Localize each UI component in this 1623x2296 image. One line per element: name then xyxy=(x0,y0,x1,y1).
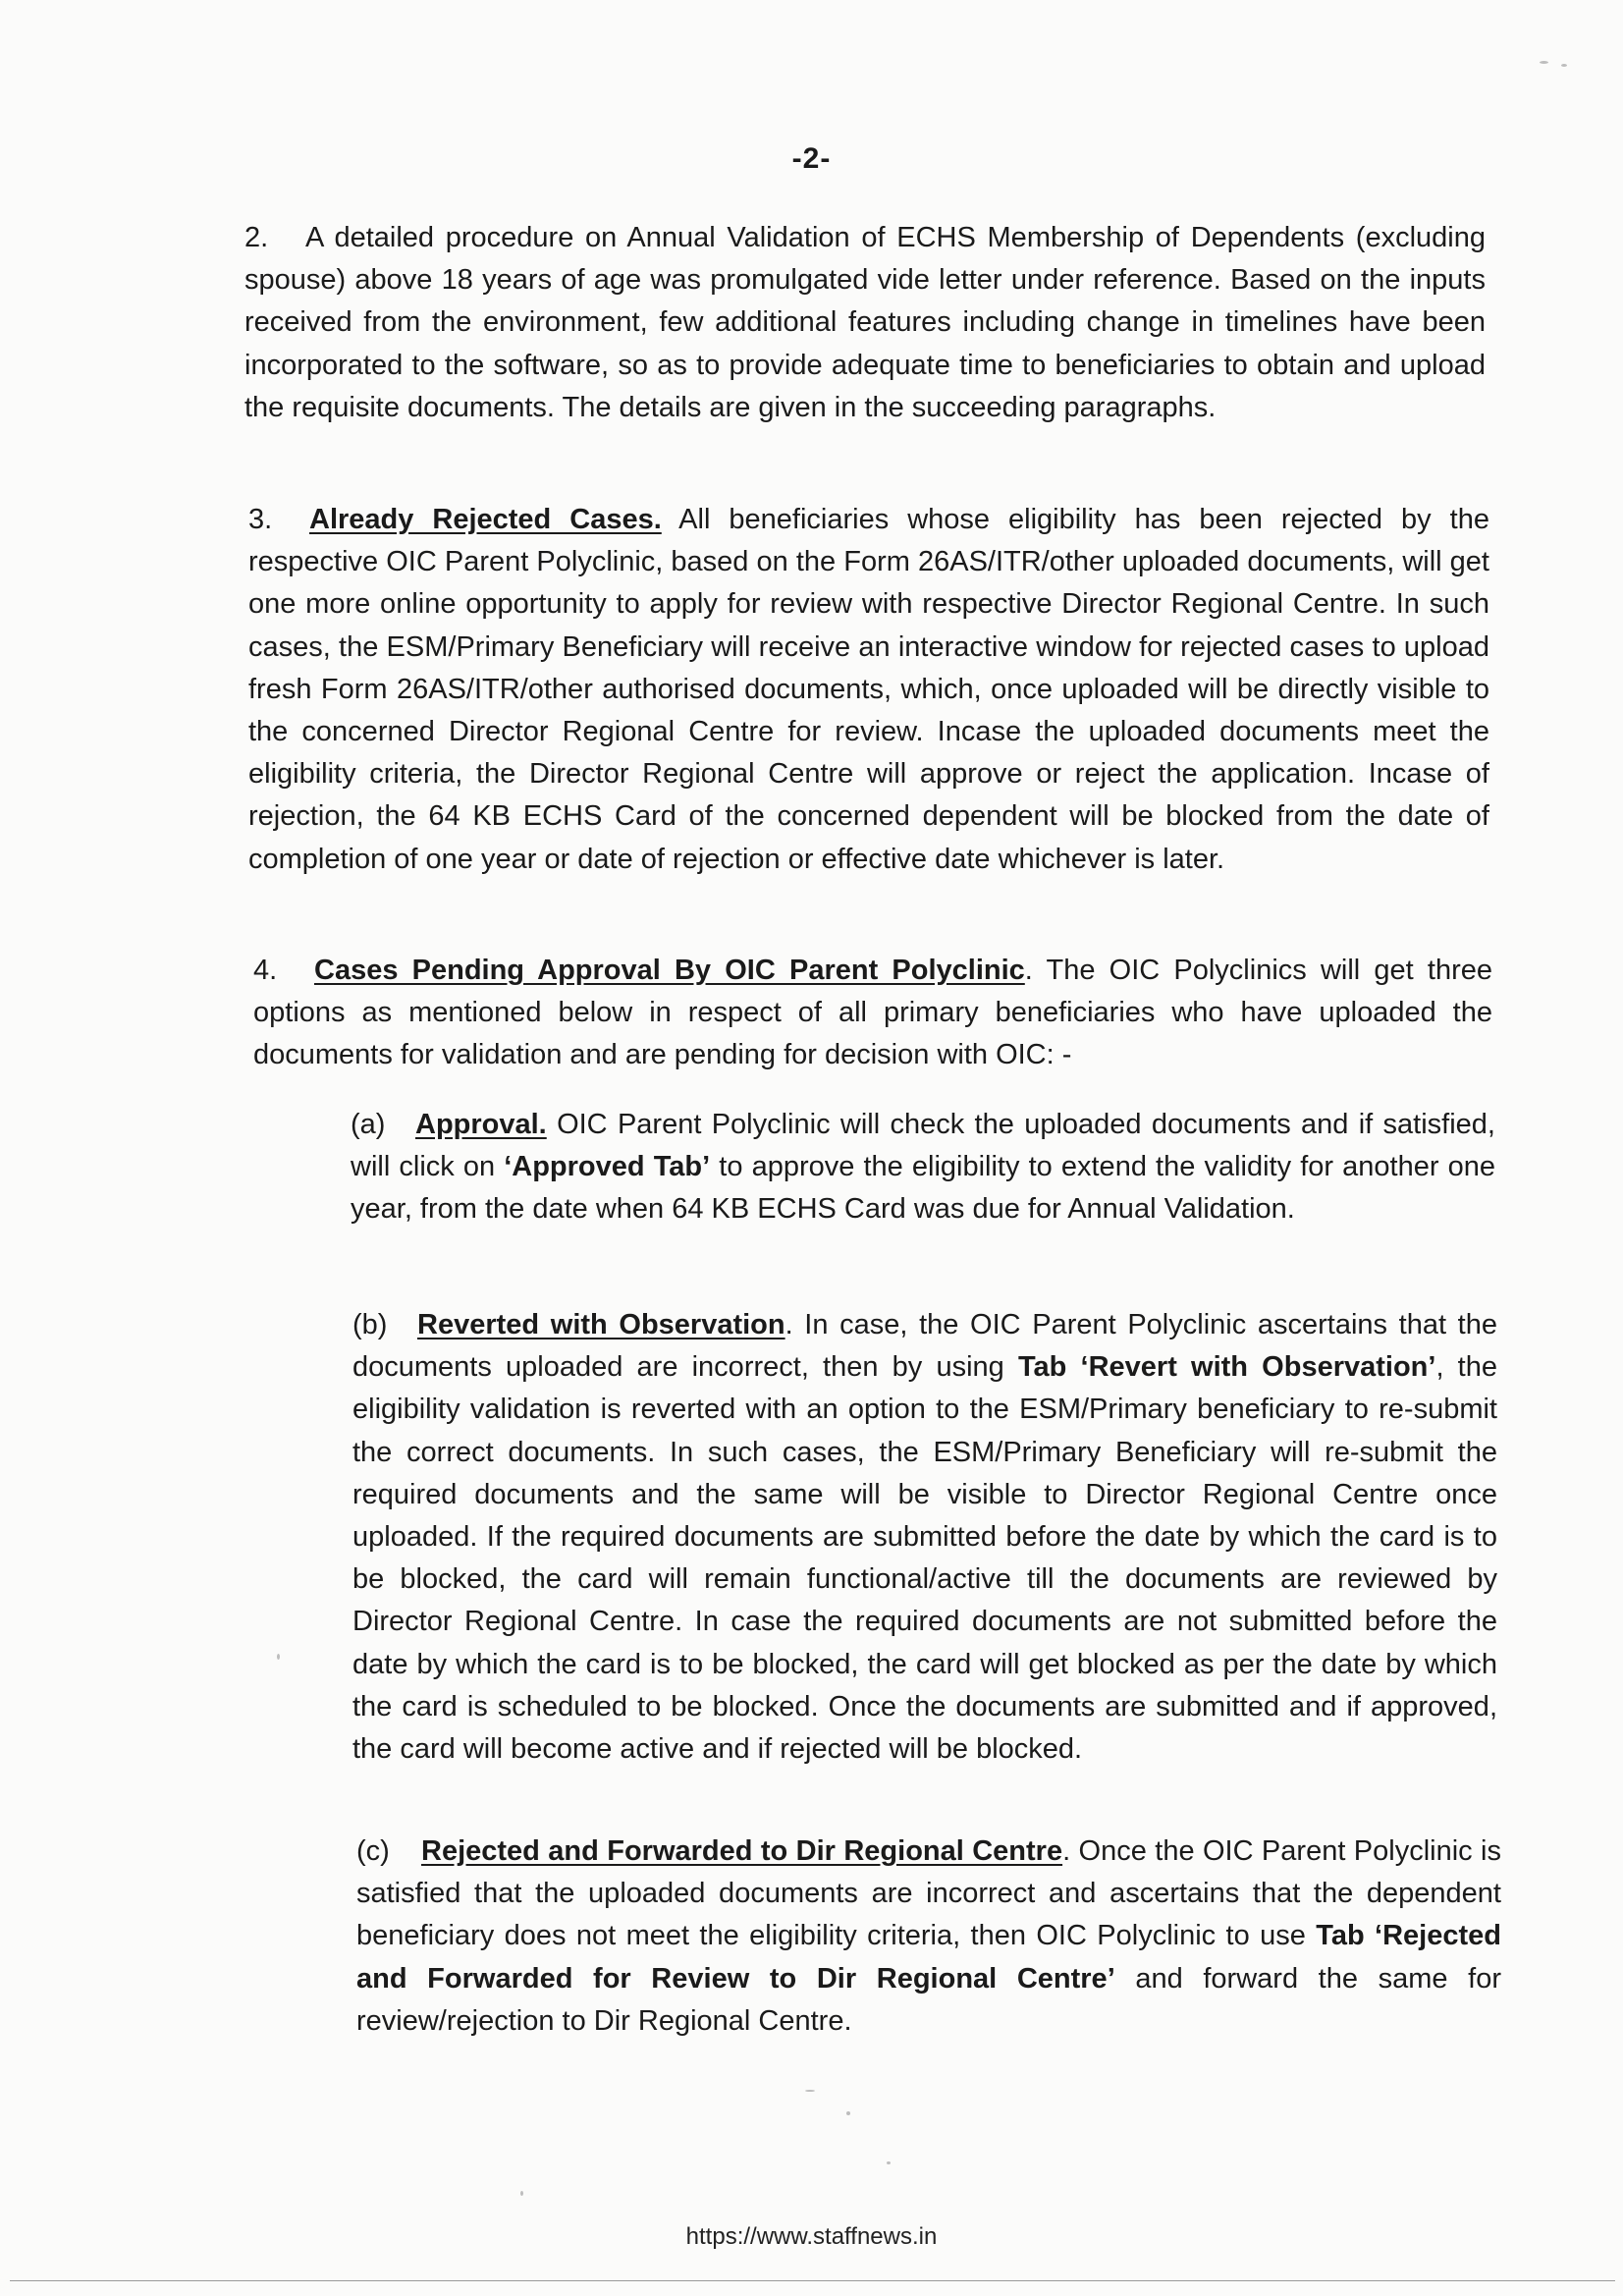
sub-paragraph-text: OIC Parent Polyclinic will check the uploaded documents and if satisfied, will click on xyxy=(351,1109,1495,1183)
sub-paragraph-number: (a) xyxy=(351,1109,386,1140)
sub-paragraph-b xyxy=(352,1304,1497,1771)
sub-paragraph-text: and forward the same for review/rejection to Dir Regional Centre. xyxy=(356,1962,1501,2037)
paragraph-number: 4. xyxy=(253,955,278,986)
paragraph-4 xyxy=(253,950,1492,1077)
paragraph-heading: Cases Pending Approval By OIC Parent Polyclinic xyxy=(314,955,1025,986)
sub-paragraph-text: to approve the eligibility to extend the validity for another one year, from the date when 64 KB ECHS Card was due for Annual Validation. xyxy=(351,1151,1495,1226)
page-number: -2- xyxy=(791,142,832,175)
sub-paragraph-a xyxy=(351,1104,1495,1231)
sub-paragraph-text: . Once the OIC Parent Polyclinic is satisfied that the uploaded documents are incorrect and ascertains that the dependent beneficiary does not meet the eligibility criteria, then OIC Polyclinic to use xyxy=(356,1835,1501,1952)
paragraph-text: A detailed procedure on Annual Validation of ECHS Membership of Dependents (excluding spouse) above 18 years of age was promulgated vide letter under reference. Based on the inputs received from the environment, few additional features including change in timelines have been incorporated to the software, so as to provide adequate time to beneficiaries to obtain and upload the requisite documents. The details are given in the succeeding paragraphs. xyxy=(244,222,1486,423)
sub-paragraph-number: (b) xyxy=(352,1309,388,1340)
tab-name: Tab ‘Rejected and Forwarded for Review to Dir Regional Centre’ xyxy=(356,1920,1501,1995)
paragraph-heading: Already Rejected Cases. xyxy=(309,504,662,535)
scan-speck xyxy=(846,2111,850,2115)
scan-speck xyxy=(1561,64,1567,67)
sub-paragraph-text: , the eligibility validation is reverted with an option to the ESM/Primary beneficiary to re-submit the correct documents. In such cases, the ESM/Primary Beneficiary will re-submit the required documents and the same will be visible to Director Regional Centre once uploaded. If the required documents are submitted before the date by which the card is to be blocked, the card will remain functional/active till the documents are reviewed by Director Regional Centre. In case the required documents are not submitted before the date by which the card is to be blocked, the card will get blocked as per the date by which the card is scheduled to be blocked. Once the documents are submitted and if approved, the card will become active and if rejected will be blocked. xyxy=(352,1351,1497,1766)
scan-speck xyxy=(520,2191,523,2196)
scan-speck xyxy=(1540,61,1548,64)
scan-speck xyxy=(805,2090,815,2092)
paragraph-number: 2. xyxy=(244,222,269,253)
paragraph-text: . The OIC Polyclinics will get three options as mentioned below in respect of all primary beneficiaries who have uploaded the documents for validation and are pending for decision with OIC: - xyxy=(253,955,1492,1071)
paragraph-2 xyxy=(244,217,1486,429)
paragraph-number: 3. xyxy=(248,504,273,535)
footer-url: https://www.staffnews.in xyxy=(685,2223,938,2250)
scan-speck xyxy=(277,1654,280,1660)
paragraph-3 xyxy=(248,499,1489,881)
footer-divider xyxy=(10,2280,1615,2281)
sub-paragraph-heading: Reverted with Observation xyxy=(417,1309,785,1340)
sub-paragraph-heading: Rejected and Forwarded to Dir Regional Centre xyxy=(421,1835,1063,1867)
sub-paragraph-heading: Approval. xyxy=(415,1109,547,1140)
sub-paragraph-text: . In case, the OIC Parent Polyclinic ascertains that the documents uploaded are incorrect, then by using xyxy=(352,1309,1497,1384)
tab-name: ‘Approved Tab’ xyxy=(504,1151,711,1183)
paragraph-text: All beneficiaries whose eligibility has been rejected by the respective OIC Parent Polyclinic, based on the Form 26AS/ITR/other uploaded documents, will get one more online opportunity to apply for review with respective Director Regional Centre. In such cases, the ESM/Primary Beneficiary will receive an interactive window for rejected cases to upload fresh Form 26AS/ITR/other authorised documents, which, once uploaded will be directly visible to the concerned Director Regional Centre for review. Incase the uploaded documents meet the eligibility criteria, the Director Regional Centre will approve or reject the application. Incase of rejection, the 64 KB ECHS Card of the concerned dependent will be blocked from the date of completion of one year or date of rejection or effective date whichever is later. xyxy=(248,504,1489,875)
sub-paragraph-number: (c) xyxy=(356,1835,390,1867)
scan-speck xyxy=(887,2161,891,2164)
sub-paragraph-c xyxy=(356,1831,1501,2043)
tab-name: Tab ‘Revert with Observation’ xyxy=(1017,1351,1436,1384)
